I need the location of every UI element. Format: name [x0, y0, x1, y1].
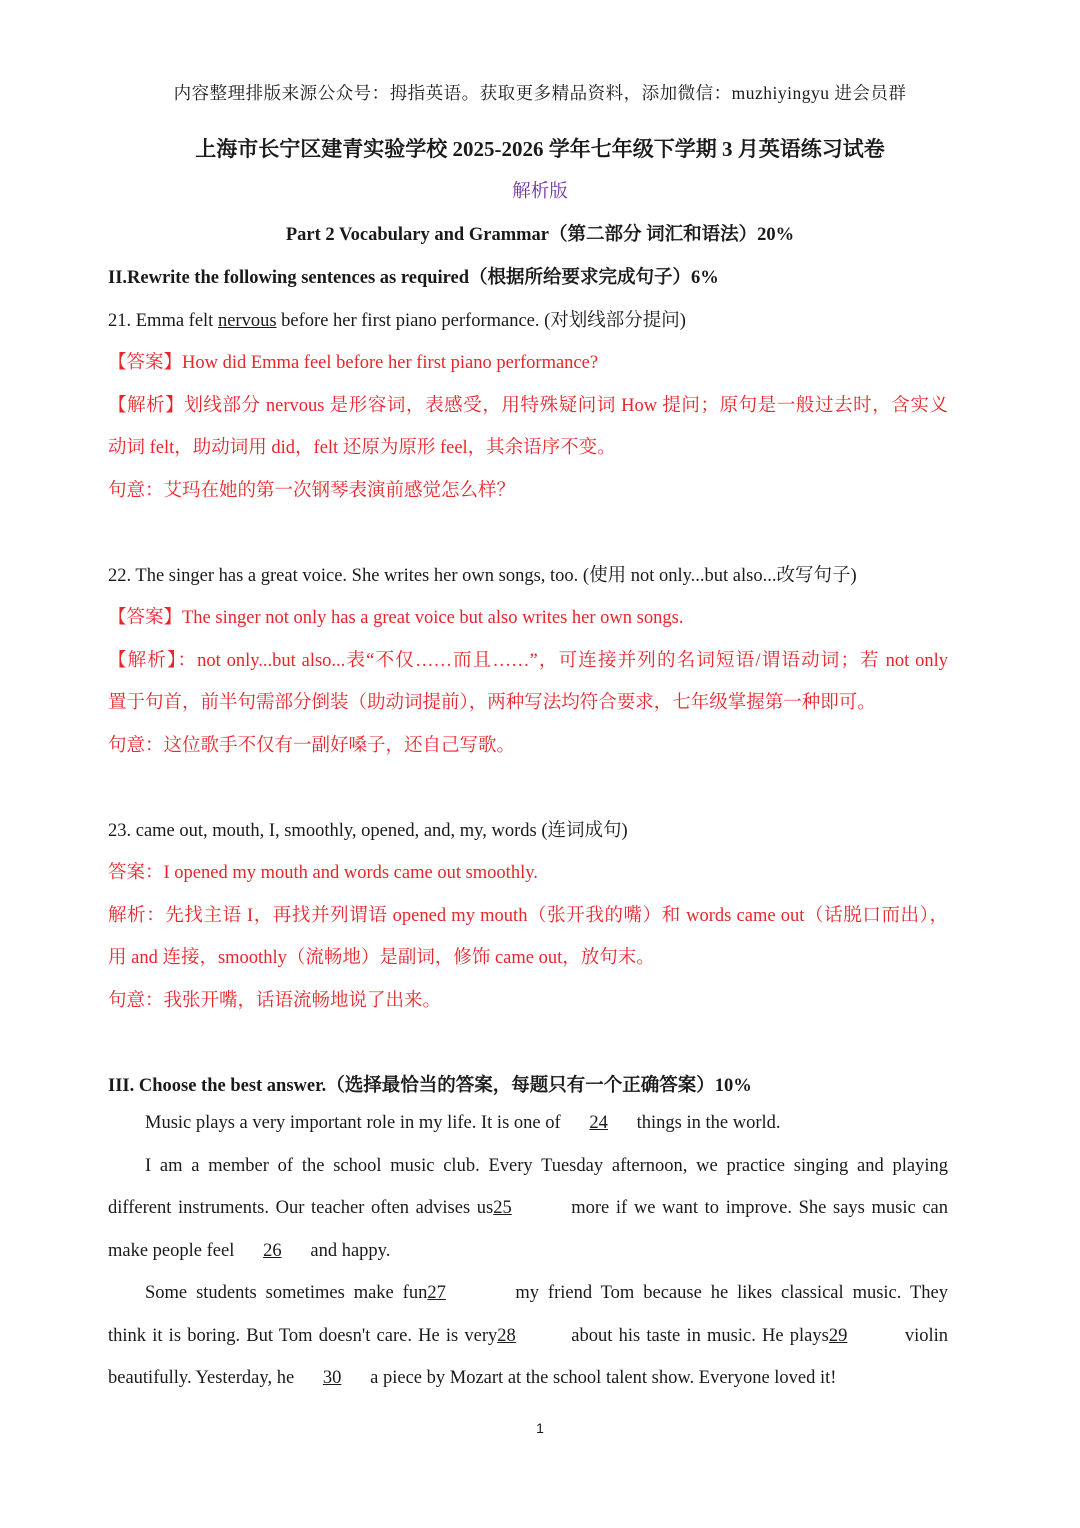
part-heading: Part 2 Vocabulary and Grammar（第二部分 词汇和语法）20%: [285, 225, 795, 245]
q21-analysis-line-2: 动词 felt，助动词用 did，felt 还原为原形 feel，其余语序不变。: [108, 438, 616, 458]
p2-l3-pre: make people feel: [108, 1241, 235, 1261]
q23-answer: 答案：I opened my mouth and words came out smoothly.: [108, 863, 538, 883]
page-number: 1: [536, 1420, 544, 1436]
passage-line-6: [108, 1326, 948, 1347]
section-3-heading: III. Choose the best answer.（选择最恰当的答案，每题只有一个正确答案）10%: [108, 1076, 752, 1096]
q22-question: 22. The singer has a great voice. She writes her own songs, too. (使用 not only...but also...改写句子): [108, 566, 857, 586]
q23-analysis-line-2: 用 and 连接，smoothly（流畅地）是副词，修饰 came out，放句末。: [108, 948, 655, 968]
q21-underlined-word: nervous: [217, 311, 277, 331]
blank-26: 26: [263, 1241, 282, 1261]
blank-30: 30: [322, 1368, 342, 1388]
passage-line-2: I am a member of the school music club. Every Tuesday afternoon, we practice singing and playing: [145, 1156, 948, 1176]
p1-post: things in the world.: [636, 1113, 781, 1133]
q23-question: 23. came out, mouth, I, smoothly, opened, and, my, words (连词成句): [108, 821, 628, 841]
q21-text-pre: 21. Emma felt: [108, 311, 218, 331]
q22-answer: 【答案】The singer not only has a great voice but also writes her own songs.: [108, 608, 684, 628]
q23-analysis-line-1: 解析：先找主语 I，再找并列谓语 opened my mouth（张开我的嘴）和 words came out（话脱口而出），: [108, 906, 948, 926]
blank-27: 27: [427, 1283, 446, 1303]
p2-l3-post: and happy.: [310, 1241, 391, 1261]
q22-analysis-line-1: 【解析】：not only...but also...表“不仅……而且……”，可连接并列的名词短语/谓语动词；若 not only: [108, 651, 948, 671]
p1-pre: Music plays a very important role in my life. It is one of: [145, 1113, 561, 1133]
q21-question: [108, 306, 948, 332]
blank-25: 25: [493, 1198, 512, 1218]
section-2-heading: II.Rewrite the following sentences as required（根据所给要求完成句子）6%: [108, 268, 719, 288]
blank-28: 28: [497, 1326, 516, 1346]
passage-line-4: [108, 1241, 948, 1262]
q22-analysis-line-2: 置于句首，前半句需部分倒装（助动词提前），两种写法均符合要求，七年级掌握第一种即可。: [108, 693, 876, 713]
q21-text-post: before her first piano performance. (对划线部分提问): [276, 311, 686, 331]
passage-line-7: [108, 1368, 948, 1389]
p3-l2-post: violin: [904, 1326, 948, 1346]
p3-l1-pre: Some students sometimes make fun: [145, 1283, 428, 1303]
page-title: 上海市长宁区建青实验学校 2025-2026 学年七年级下学期 3 月英语练习试卷: [195, 137, 885, 161]
source-header: 内容整理排版来源公众号：拇指英语。获取更多精品资料，添加微信：muzhiyingyu 进会员群: [173, 83, 907, 103]
q21-answer: 【答案】How did Emma feel before her first piano performance?: [108, 353, 599, 373]
p3-l1-post: my friend Tom because he likes classical music. They: [515, 1283, 948, 1303]
passage-line-3: [108, 1198, 948, 1219]
p3-l2-mid: about his taste in music. He plays: [571, 1326, 829, 1346]
q22-meaning: 句意：这位歌手不仅有一副好嗓子，还自己写歌。: [108, 736, 516, 756]
p3-l2-pre: think it is boring. But Tom doesn't care. He is very: [108, 1326, 498, 1346]
passage-line-5: [145, 1283, 948, 1304]
passage-line-1: [145, 1113, 948, 1134]
p3-l3-pre: beautifully. Yesterday, he: [108, 1368, 295, 1388]
p3-l3-post: a piece by Mozart at the school talent show. Everyone loved it!: [370, 1368, 837, 1388]
blank-24: 24: [589, 1113, 608, 1133]
p2-l2-post: more if we want to improve. She says music can: [571, 1198, 948, 1218]
q21-analysis-line-1: 【解析】划线部分 nervous 是形容词，表感受，用特殊疑问词 How 提问；原句是一般过去时，含实义: [108, 396, 948, 416]
page-subtitle: 解析版: [512, 182, 568, 202]
q21-meaning: 句意：艾玛在她的第一次钢琴表演前感觉怎么样？: [108, 481, 516, 501]
p2-l2-pre: different instruments. Our teacher often advises us: [108, 1198, 494, 1218]
blank-29: 29: [828, 1326, 848, 1346]
q23-meaning: 句意：我张开嘴，话语流畅地说了出来。: [108, 991, 442, 1011]
